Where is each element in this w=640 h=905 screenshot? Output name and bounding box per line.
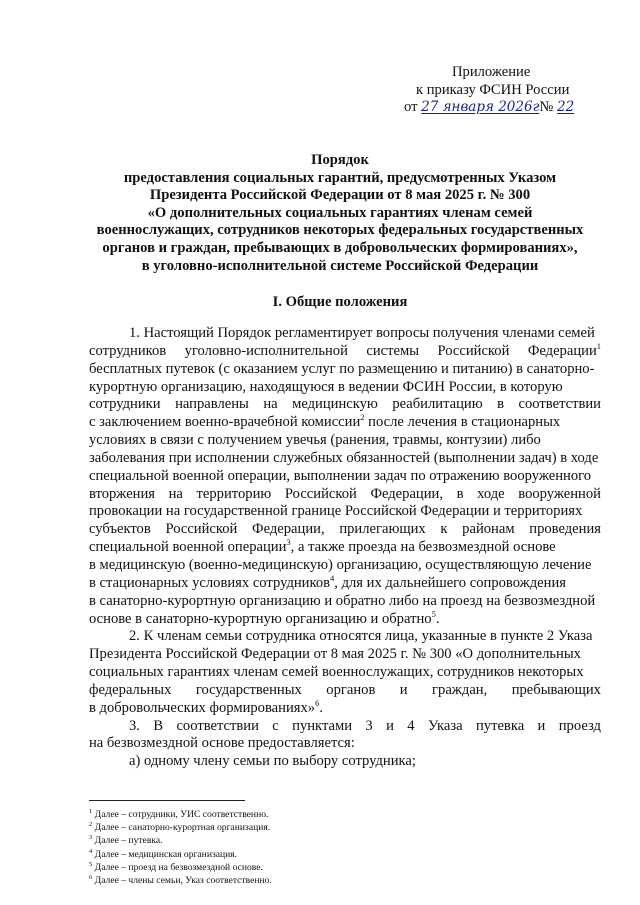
- footnote-ref: 5: [431, 608, 436, 619]
- footnote: $^2$ Далее – санаторно-курортная организация.: [89, 821, 271, 834]
- text-line: специальной военной операции, выполнении задач по отражению вооруженного: [89, 467, 592, 484]
- order-reference: к приказу ФСИН России: [416, 81, 570, 98]
- text-line: Президента Российской Федерации от 8 мая 2025 г. № 300 «О дополнительных: [89, 646, 581, 663]
- text-line: в добровольческих формированиях»$^6$.: [89, 697, 323, 716]
- text-line: в стационарных условиях сотрудников$^4$, для их дальнейшего сопровождения: [89, 572, 566, 591]
- handwritten-number: 22: [557, 99, 575, 115]
- footnote: $^6$ Далее – члены семьи, Указ соответственно.: [89, 874, 272, 887]
- footnote-ref: 3: [286, 537, 291, 548]
- text-line: курортную организацию, находящуюся в ведении ФСИН России, в которую: [89, 378, 563, 395]
- document-body: [89, 325, 601, 771]
- text-line: субъектов Российской Федерации, прилегающих к районам проведения: [89, 521, 601, 538]
- footnote: $^5$ Далее – проезд на безвозмездной основе.: [89, 860, 263, 873]
- appendix-label: Приложение: [452, 64, 531, 80]
- text-line: 2. К членам семьи сотрудника относятся лица, указанные в пункте 2 Указа: [129, 628, 593, 645]
- text-line: социальных гарантиях членам семей военнослужащих, сотрудников некоторых: [89, 664, 584, 681]
- footnote-ref: 4: [330, 572, 335, 583]
- date-prefix: от: [404, 99, 418, 115]
- list-item: а) одному члену семьи по выбору сотрудника;: [129, 753, 416, 770]
- text-line: основе в санаторно-курортную организацию и обратно$^5$.: [89, 608, 440, 627]
- footnote-ref: 6: [315, 697, 320, 708]
- text-line: в медицинскую (военно-медицинскую) организацию, осуществляющую лечение: [89, 556, 592, 573]
- text-line: провокации на государственной границе Российской Федерации и территориях: [89, 503, 583, 520]
- order-date-line: [404, 99, 604, 117]
- text-line: специальной военной операции$^3$, а также проезда на безвозмездной основе: [89, 537, 556, 556]
- text-line: 1. Настоящий Порядок регламентирует вопросы получения членами семей: [129, 325, 595, 341]
- document-title: [80, 152, 600, 275]
- title-line: органов и граждан, пребывающих в добровольческих формированиях»,: [102, 239, 578, 256]
- title-line: в уголовно-исполнительной системе Российской Федерации: [141, 257, 539, 274]
- text-line: федеральных государственных органов и граждан, пребывающих: [89, 681, 601, 698]
- number-prefix: №: [539, 99, 554, 115]
- text-line: заболевания при исполнении служебных обязанностей (выполнении задач) в ходе: [89, 449, 599, 466]
- text-line: сотрудники направлены на медицинскую реабилитацию в соответствии: [89, 396, 601, 413]
- text-line: на безвозмездной основе предоставляется:: [89, 735, 355, 752]
- text-line: вторжения на территорию Российской Федерации, в ходе вооруженной: [89, 485, 601, 502]
- title-line: предоставления социальных гарантий, предусмотренных Указом: [123, 169, 557, 186]
- text-line: условиях в связи с получением увечья (ранения, травмы, контузии) либо: [89, 432, 541, 449]
- text-line: сотрудников уголовно-исполнительной системы Российской Федерации$^1$: [89, 340, 601, 359]
- text-line: в санаторно-курортную организацию и обратно либо на проезд на безвозмездной: [89, 592, 596, 609]
- section-heading: I. Общие положения: [272, 294, 408, 310]
- title-line: «О дополнительных социальных гарантиях членам семей: [147, 204, 533, 221]
- title-line: Президента Российской Федерации от 8 мая 2025 г. № 300: [149, 187, 531, 204]
- text-line: бесплатных путевок (с оказанием услуг по размещению и питанию) в санаторно-: [89, 360, 595, 377]
- appendix-header: [404, 64, 604, 117]
- footnote: $^4$ Далее – медицинская организация.: [89, 847, 238, 860]
- text-line: 3. В соответствии с пунктами 3 и 4 Указа путевка и проезд: [129, 717, 601, 734]
- footnote-ref: 1: [596, 340, 601, 351]
- footnote-ref: 2: [360, 412, 365, 423]
- footnotes: [89, 808, 389, 887]
- footnote-separator: [89, 800, 245, 801]
- text-line: с заключением военно-врачебной комиссии$^2$ после лечения в стационарных: [89, 412, 561, 431]
- title-line: военнослужащих, сотрудников некоторых федеральных государственных: [96, 222, 584, 239]
- footnote: $^1$ Далее – сотрудники, УИС соответственно.: [89, 808, 269, 820]
- handwritten-date: 27 января 2026г: [421, 99, 540, 115]
- title-line: Порядок: [311, 152, 369, 168]
- footnote: $^3$ Далее – путевка.: [89, 834, 163, 847]
